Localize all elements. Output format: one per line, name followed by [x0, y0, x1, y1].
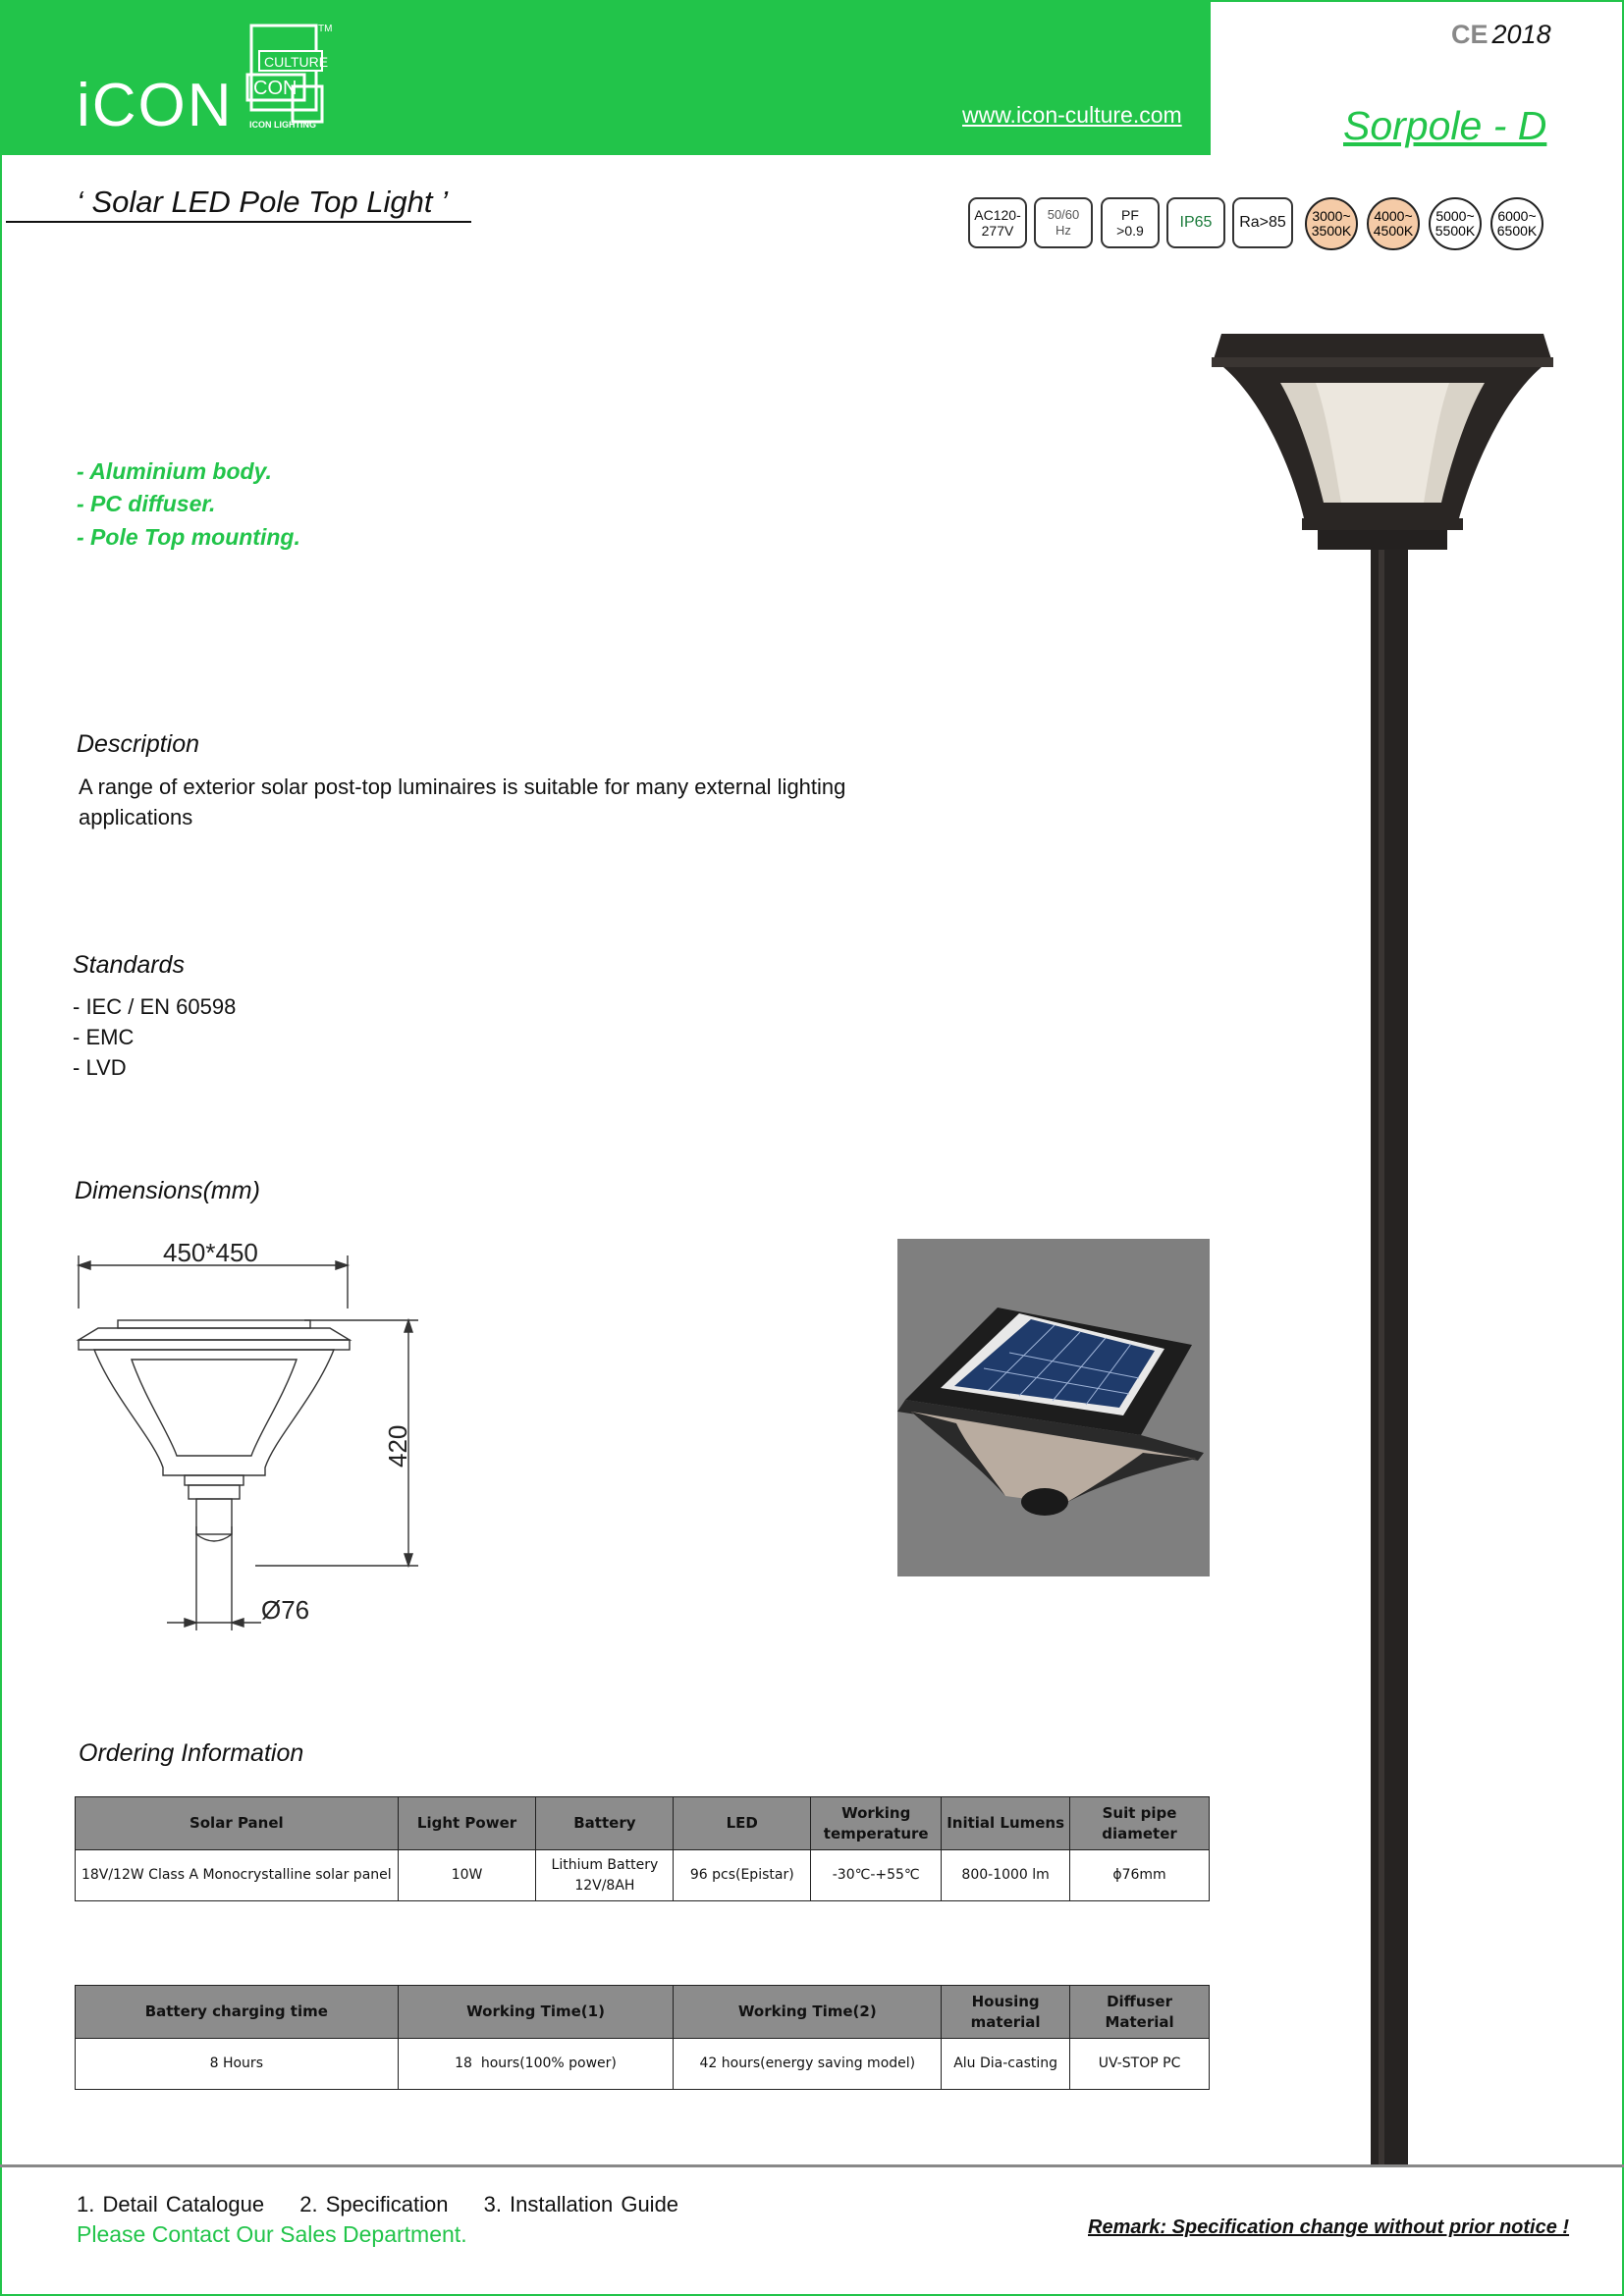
solar-panel-photo	[897, 1239, 1210, 1576]
svg-text:TM: TM	[318, 24, 333, 34]
dimension-height-label: 420	[383, 1424, 412, 1468]
standard-item: - IEC / EN 60598	[73, 994, 237, 1019]
dimensions-heading: Dimensions(mm)	[75, 1177, 260, 1204]
spec-badge-frequency: 50/60 Hz	[1034, 197, 1093, 248]
footer-links	[77, 2192, 706, 2217]
description-heading: Description	[77, 730, 200, 758]
footer-link-installation[interactable]: 3. Installation Guide	[483, 2192, 679, 2216]
logo-con-text: CON	[253, 78, 298, 99]
table-header: Battery charging time	[76, 1986, 399, 2039]
table-header-row	[76, 1986, 1210, 2039]
table-cell: ϕ76mm	[1070, 1850, 1210, 1901]
table-header: Battery	[536, 1797, 674, 1850]
cct-badge-5000k: 5000~ 5500K	[1429, 197, 1482, 250]
ce-mark	[1451, 20, 1551, 50]
table-header: Light Power	[398, 1797, 536, 1850]
table-cell: 96 pcs(Epistar)	[674, 1850, 811, 1901]
table-cell: Lithium Battery 12V/8AH	[536, 1850, 674, 1901]
standard-item: - LVD	[73, 1055, 127, 1080]
spec-badge-cri: Ra>85	[1232, 197, 1293, 248]
footer-remark: Remark: Specification change without prior notice !	[1088, 2216, 1570, 2238]
table-header: Initial Lumens	[942, 1797, 1070, 1850]
table-header: Suit pipe diameter	[1070, 1797, 1210, 1850]
ordering-heading: Ordering Information	[79, 1739, 304, 1767]
dimension-pipe-label: Ø76	[261, 1595, 310, 1625]
website-link[interactable]: www.icon-culture.com	[962, 102, 1182, 128]
logo-culture-text: CULTURE	[264, 54, 329, 70]
title-underline	[6, 221, 471, 223]
table-row	[76, 1850, 1210, 1901]
cct-badge-4000k: 4000~ 4500K	[1367, 197, 1420, 250]
logo-lighting-text: ICON LIGHTING	[249, 120, 316, 130]
ordering-table-1	[75, 1796, 1210, 1901]
table-cell: Alu Dia-casting	[942, 2039, 1070, 2090]
table-header: LED	[674, 1797, 811, 1850]
table-cell: 18 hours(100% power)	[398, 2039, 674, 2090]
table-cell: 42 hours(energy saving model)	[674, 2039, 942, 2090]
table-header: Diffuser Material	[1070, 1986, 1210, 2039]
description-text: A range of exterior solar post-top luminaires is suitable for many external lighting applications	[79, 774, 846, 829]
ce-mark-icon: CE	[1451, 20, 1489, 49]
spec-badge-ip: IP65	[1166, 197, 1225, 248]
standards-heading: Standards	[73, 951, 185, 979]
spec-badge-voltage: AC120- 277V	[968, 197, 1027, 248]
table-header: Working temperature	[811, 1797, 942, 1850]
table-row	[76, 2039, 1210, 2090]
feature-item: - Pole Top mounting.	[77, 524, 300, 550]
cert-year: 2018	[1491, 20, 1551, 49]
dimension-width-label: 450*450	[163, 1238, 258, 1267]
table-header: Housing material	[942, 1986, 1070, 2039]
spec-badge-power-factor: PF >0.9	[1101, 197, 1160, 248]
feature-item: - Aluminium body.	[77, 458, 272, 484]
table-cell: 18V/12W Class A Monocrystalline solar panel	[76, 1850, 399, 1901]
dimension-drawing	[69, 1232, 432, 1644]
table-cell: 10W	[398, 1850, 536, 1901]
brand-logo-icon	[245, 22, 344, 132]
footer-link-catalogue[interactable]: 1. Detail Catalogue	[77, 2192, 265, 2216]
table-header: Solar Panel	[76, 1797, 399, 1850]
standards-list	[73, 991, 236, 1083]
table-header: Working Time(2)	[674, 1986, 942, 2039]
cct-badge-6000k: 6000~ 6500K	[1490, 197, 1543, 250]
footer-divider	[0, 2164, 1624, 2167]
table-header: Working Time(1)	[398, 1986, 674, 2039]
cct-badge-3000k: 3000~ 3500K	[1305, 197, 1358, 250]
product-title: ‘ Solar LED Pole Top Light ’	[77, 185, 448, 219]
ordering-table-2	[75, 1985, 1210, 2090]
table-cell: UV-STOP PC	[1070, 2039, 1210, 2090]
pole-light-image	[1208, 322, 1557, 2165]
table-cell: 8 Hours	[76, 2039, 399, 2090]
table-cell: -30℃-+55℃	[811, 1850, 942, 1901]
table-header-row	[76, 1797, 1210, 1850]
footer-link-specification[interactable]: 2. Specification	[299, 2192, 449, 2216]
table-cell: 800-1000 lm	[942, 1850, 1070, 1901]
standard-item: - EMC	[73, 1025, 135, 1049]
model-name: Sorpole - D	[1343, 103, 1547, 148]
feature-item: - PC diffuser.	[77, 491, 216, 516]
footer-contact: Please Contact Our Sales Department.	[77, 2221, 467, 2247]
brand-logo-text: iCON	[77, 72, 234, 139]
